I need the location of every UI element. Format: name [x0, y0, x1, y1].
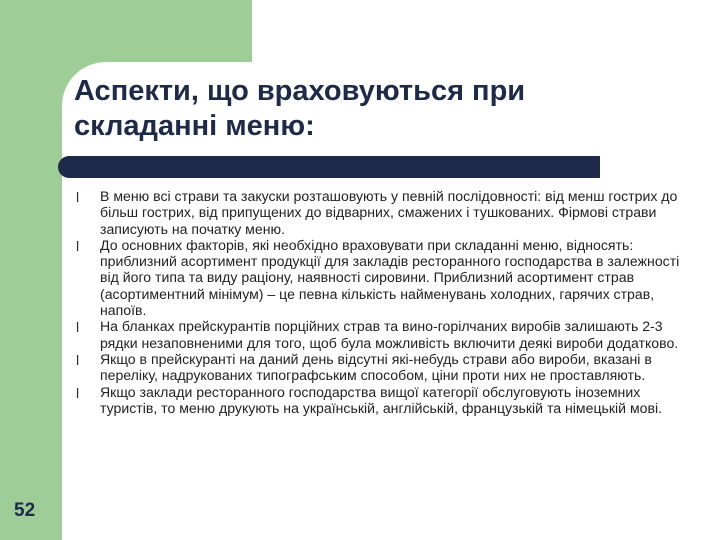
bullet-item: [72, 237, 700, 318]
bullet-text: Якщо в прейскуранті на даний день відсутні які-небудь страви або вироби, вказані в переліку, надрукованих типографським способом, ціни проти них не проставляють.: [100, 350, 652, 384]
bullet-list: [72, 188, 700, 416]
bullet-text: На бланках прейскурантів порційних страв та вино-горілчаних виробів залишають 2-3 рядки незаповненими для того, щоб була можливість включити деякі вироби додатково.: [100, 318, 679, 351]
bullet-icon: l: [76, 237, 80, 254]
bullet-text: До основних факторів, які необхідно враховувати при складанні меню, відносять: приблизний асортимент продукції для закладів ресторанного господарства в залежності від його типа та виду раціону, наявності сировини. Приблизний асортимент страв (асортиментний мінімум) – це певна кількість найменувань холодних, гарячих страв, напоїв.: [100, 236, 680, 319]
bullet-item: [72, 351, 700, 384]
slide-number: 52: [14, 500, 36, 521]
bullet-text: В меню всі страви та закуски розташовують у певній послідовності: від менш гострих до більш гострих, від припущених до відварних, смажених і тушкованих. Фірмові страви записують на початку меню.: [100, 188, 678, 237]
bullet-icon: l: [76, 189, 80, 205]
bullet-item: [72, 318, 700, 351]
bullet-icon: l: [76, 319, 80, 336]
bullet-item: [72, 384, 700, 417]
title-divider-bar: [58, 156, 600, 178]
bullet-icon: l: [76, 351, 80, 368]
bullet-text: Якщо заклади ресторанного господарства вищої категорії обслуговують іноземних туристів, то меню друкують на українській, англійській, французькій та німецькій мові.: [100, 383, 663, 416]
slide-title: Аспекти, що враховуються при складанні меню:: [74, 75, 526, 142]
decorative-green-strip: [0, 0, 62, 540]
bullet-item: [72, 188, 700, 237]
bullet-icon: l: [76, 384, 80, 401]
